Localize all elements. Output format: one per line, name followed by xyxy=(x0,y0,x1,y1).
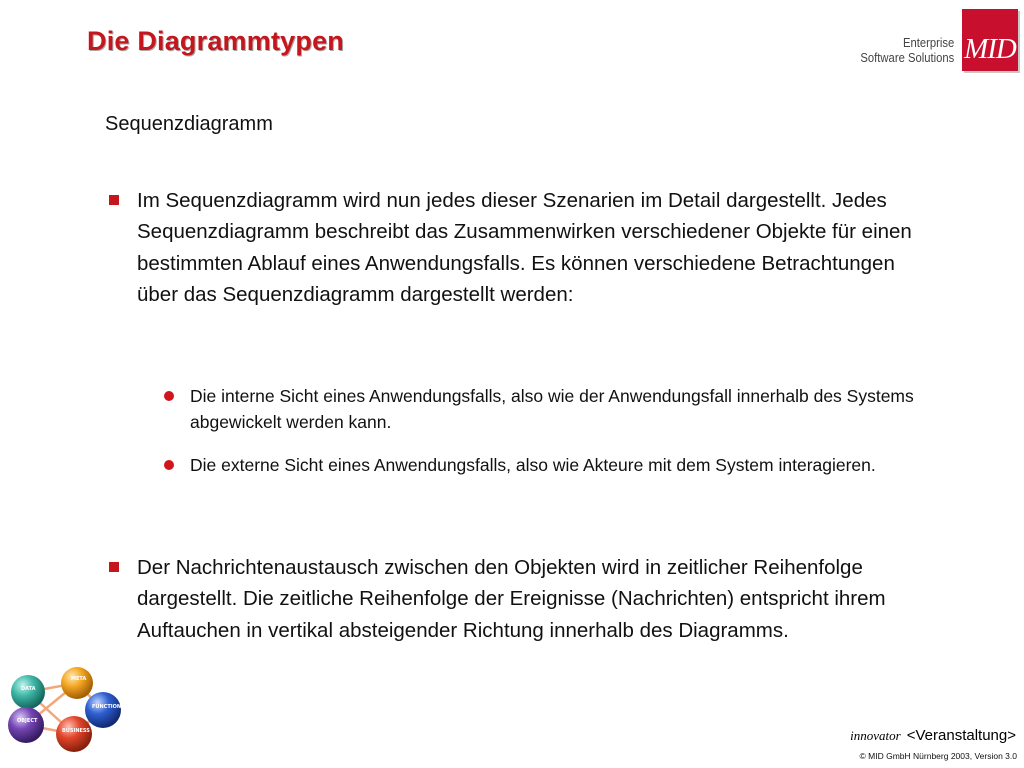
square-bullet-icon xyxy=(109,562,119,572)
sub-bullet-text: Die interne Sicht eines Anwendungsfalls, also wie der Anwendungsfall innerhalb des Systems abgewickelt werden kann. xyxy=(190,386,914,432)
round-bullet-icon xyxy=(164,460,174,470)
molecule-label-object: OBJECT xyxy=(17,718,38,724)
bullet-item xyxy=(137,185,937,311)
brand-text xyxy=(860,36,954,65)
square-bullet-icon xyxy=(109,195,119,205)
brand-logo-block xyxy=(820,9,1020,75)
business-sphere-icon xyxy=(56,716,92,752)
molecule-icon xyxy=(0,655,130,768)
mid-logo-text: MID xyxy=(964,33,1016,65)
mid-logo xyxy=(962,9,1018,71)
molecule-label-data: DATA xyxy=(21,686,36,692)
molecule-graphic xyxy=(0,655,130,768)
meta-sphere-icon xyxy=(61,667,93,699)
molecule-label-function: FUNCTION xyxy=(92,704,122,710)
bullet-item xyxy=(137,552,937,646)
footer-event xyxy=(850,727,1016,744)
slide-title: Die Diagrammtypen xyxy=(87,26,344,56)
copyright-notice: © MID GmbH Nürnberg 2003, Version 3.0 xyxy=(859,751,1017,761)
brand-line-software-solutions: Software Solutions xyxy=(860,50,954,65)
sub-bullet-text: Die externe Sicht eines Anwendungsfalls, also wie Akteure mit dem System interagieren. xyxy=(190,455,876,475)
function-sphere-icon xyxy=(85,692,121,728)
brand-line-enterprise: Enterprise xyxy=(902,36,954,50)
section-subtitle: Sequenzdiagramm xyxy=(105,113,273,135)
bullet-text: Der Nachrichtenaustausch zwischen den Objekten wird in zeitlicher Reihenfolge dargestellt. Die zeitliche Reihenfolge der Ereignisse (Nachrichten) entspricht ihrem Auftauchen in vertikal absteigender Richtung innerhalb des Diagramms. xyxy=(137,556,886,642)
event-placeholder: <Veranstaltung> xyxy=(906,727,1016,744)
sub-bullet-item xyxy=(190,452,970,478)
sub-bullet-item xyxy=(190,383,970,435)
round-bullet-icon xyxy=(164,391,174,401)
object-sphere-icon xyxy=(8,707,44,743)
molecule-label-meta: META xyxy=(71,676,87,682)
data-sphere-icon xyxy=(11,675,45,709)
innovator-label: innovator xyxy=(850,728,901,743)
bullet-text: Im Sequenzdiagramm wird nun jedes dieser Szenarien im Detail dargestellt. Jedes Sequenzdiagramm beschreibt das Zusammenwirken verschiedener Objekte für einen bestimmten Ablauf eines Anwendungsfalls. Es können verschiedene Betrachtungen über das Sequenzdiagramm dargestellt werden: xyxy=(137,189,912,307)
molecule-label-business: BUSINESS xyxy=(62,728,90,734)
